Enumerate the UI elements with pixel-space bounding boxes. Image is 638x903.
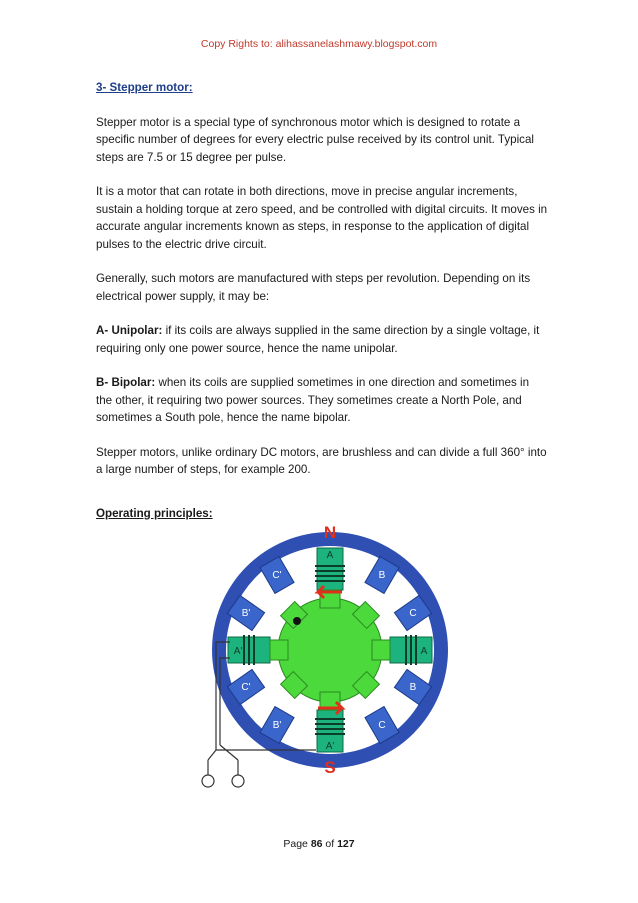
paragraph-types-intro: Generally, such motors are manufactured with steps per revolution. Depending on its electrical power supply, it may be:	[96, 272, 531, 303]
bipolar-text: when its coils are supplied sometimes in one direction and sometimes in the other, it requiring two power sources. They sometimes create a North Pole, and sometimes a South pole, hence the name bipolar.	[96, 376, 530, 424]
terminal-right	[232, 775, 244, 787]
paragraph-brushless: Stepper motors, unlike ordinary DC motors, are brushless and can divide a full 360° into a large number of steps, for example 200.	[96, 445, 547, 476]
current-page-number: 86	[310, 838, 323, 850]
label-a-top: A	[326, 550, 334, 561]
label-a-prime-bottom: A'	[325, 741, 335, 752]
bipolar-label: B- Bipolar:	[96, 376, 156, 389]
label-b-top: B	[378, 570, 386, 581]
label-b-right: B	[409, 682, 417, 693]
stepper-motor-diagram	[190, 520, 450, 795]
paragraph-unipolar	[96, 322, 548, 357]
label-c-right: C	[409, 608, 417, 619]
north-label: N	[323, 523, 337, 542]
copyright-header: Copy Rights to: alihassanelashmawy.blogspot.com	[200, 38, 438, 50]
paragraph-bipolar	[96, 374, 548, 427]
south-label: S	[324, 758, 336, 777]
label-b-prime-left: B'	[241, 608, 251, 619]
section-title: 3- Stepper motor:	[96, 81, 193, 94]
label-a-right: A	[420, 646, 428, 657]
unipolar-label: A- Unipolar:	[96, 324, 163, 337]
total-page-count: 127	[337, 838, 355, 850]
operating-principles-title: Operating principles:	[96, 506, 213, 520]
footer-prefix: Page	[283, 838, 311, 850]
label-b-prime-bottom: B'	[272, 720, 282, 731]
rotor-marker-dot	[293, 617, 301, 625]
label-a-prime-left: A'	[233, 646, 243, 657]
label-c-prime-left: C'	[241, 682, 251, 693]
rotor	[270, 590, 390, 710]
label-c-prime-top: C'	[272, 570, 282, 581]
label-c-bottom: C	[378, 720, 386, 731]
page-footer	[0, 838, 638, 850]
paragraph-capabilities: It is a motor that can rotate in both directions, move in precise angular increments, sustain a holding torque at zero speed, and be controlled with digital circuits. It moves in accurate angular increments known as steps, in response to the application of digital pulses to the electric drive circuit.	[96, 185, 548, 251]
terminal-left	[202, 775, 214, 787]
paragraph-definition: Stepper motor is a special type of synchronous motor which is designed to rotate a specific number of degrees for every electric pulse received by its control unit. Typical steps are 7.5 or 15 degree per pulse.	[96, 115, 534, 164]
footer-middle: of	[322, 838, 338, 850]
unipolar-text: if its coils are always supplied in the same direction by a single voltage, it requiring only one power source, hence the name unipolar.	[96, 324, 540, 355]
document-body	[96, 79, 548, 522]
